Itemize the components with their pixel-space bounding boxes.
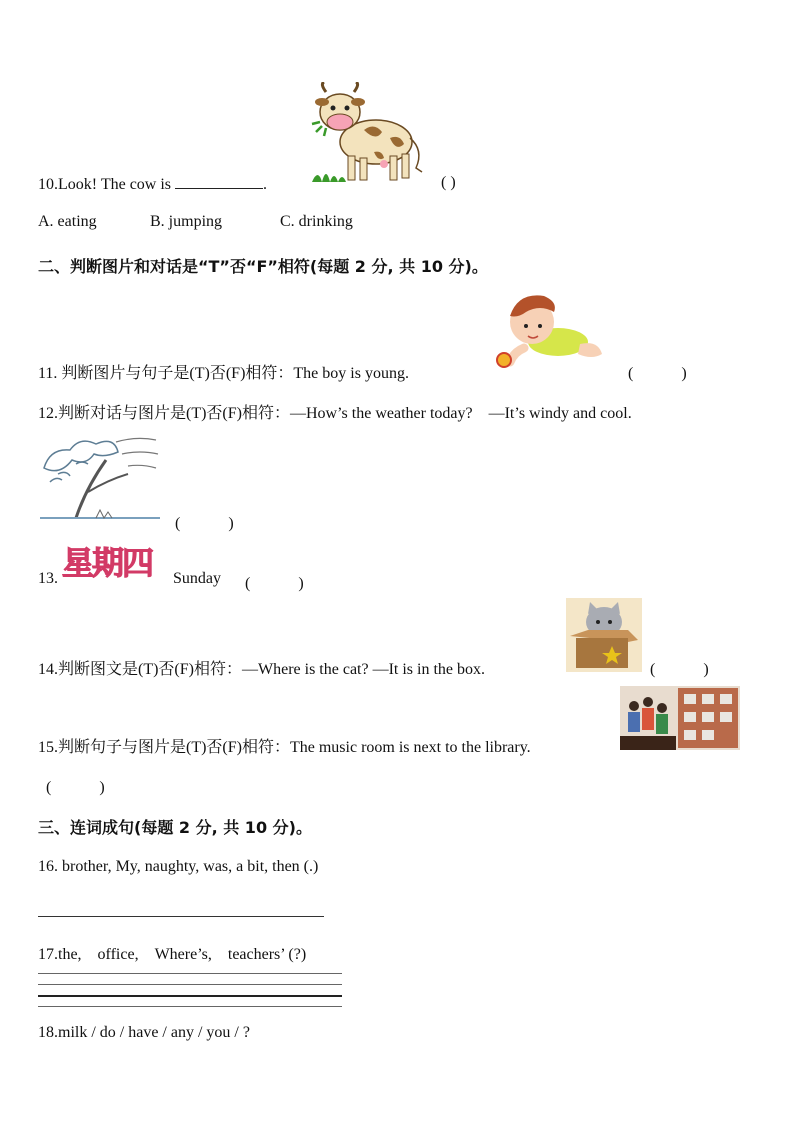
question-11: 11. 判断图片与句子是(T)否(F)相符：The boy is young. — [38, 365, 409, 382]
option-a: A. eating — [38, 213, 97, 230]
writing-line[interactable] — [38, 973, 342, 974]
answer-blank[interactable] — [175, 174, 263, 189]
windy-tree-picture — [36, 432, 168, 522]
baby-picture — [494, 294, 610, 370]
answer-paren[interactable]: ( ) — [628, 365, 687, 382]
question-17: 17.the, office, Where’s, teachers’ (?) — [38, 946, 307, 963]
weekday-picture — [62, 538, 166, 580]
question-13-number: 13. — [38, 570, 58, 587]
weekday-picture-text: 星期四 — [62, 544, 153, 582]
cat-in-box-picture — [566, 598, 642, 672]
option-c: C. drinking — [280, 213, 353, 230]
question-15: 15.判断句子与图片是(T)否(F)相符：The music room is next to the library. — [38, 739, 531, 756]
question-12: 12.判断对话与图片是(T)否(F)相符：—How’s the weather today? —It’s windy and cool. — [38, 405, 632, 422]
question-13-word: Sunday — [173, 570, 221, 587]
answer-line[interactable] — [38, 916, 324, 917]
answer-paren[interactable]: ( ) — [441, 174, 456, 191]
question-14: 14.判断图文是(T)否(F)相符：—Where is the cat? —It is in the box. — [38, 661, 486, 678]
answer-paren[interactable]: ( ) — [175, 515, 234, 532]
question-10-text: 10.Look! The cow is — [38, 176, 172, 193]
section-3-title: 三、连词成句(每题 2 分, 共 10 分)。 — [38, 818, 312, 837]
answer-paren[interactable]: ( ) — [245, 575, 304, 592]
writing-line[interactable] — [38, 1006, 342, 1007]
option-b: B. jumping — [150, 213, 223, 230]
question-18: 18.milk / do / have / any / you / ? — [38, 1024, 250, 1041]
writing-line[interactable] — [38, 995, 342, 997]
question-16: 16. brother, My, naughty, was, a bit, then (.) — [38, 858, 319, 875]
answer-paren[interactable]: ( ) — [46, 779, 105, 796]
music-room-picture — [620, 686, 740, 750]
section-2-title: 二、判断图片和对话是“T”否“F”相符(每题 2 分, 共 10 分)。 — [38, 257, 488, 276]
writing-line[interactable] — [38, 984, 342, 985]
cow-picture — [304, 82, 428, 188]
question-10 — [38, 174, 267, 194]
answer-paren[interactable]: ( ) — [650, 661, 709, 678]
question-10-dot: . — [263, 176, 268, 193]
